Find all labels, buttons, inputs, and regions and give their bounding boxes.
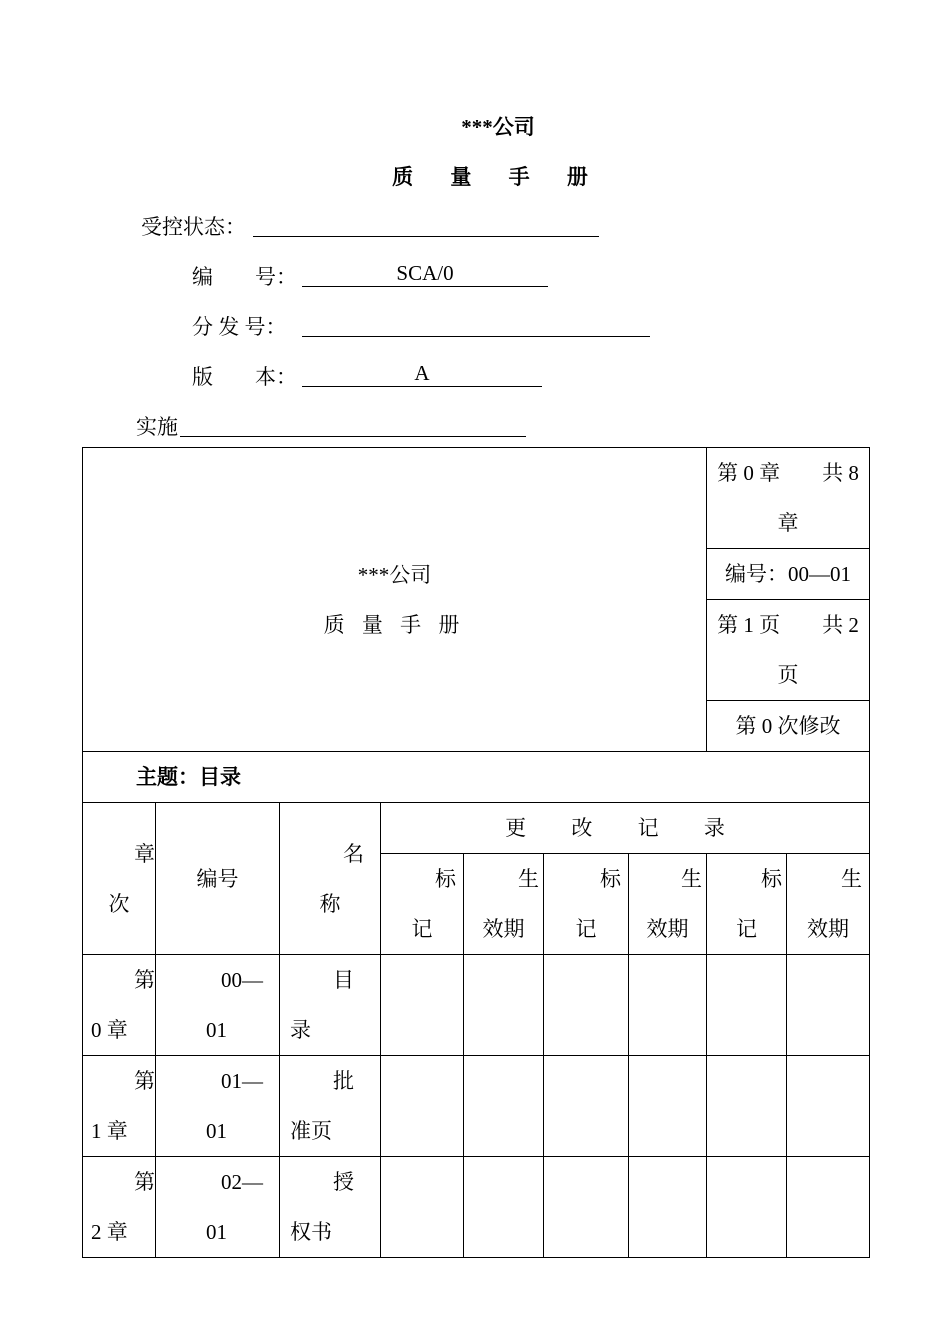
row-cell bbox=[464, 955, 544, 1056]
row-cell bbox=[381, 1056, 464, 1157]
distribution-label: 分 发 号： bbox=[192, 315, 287, 339]
quality-manual-form bbox=[82, 447, 870, 1258]
control-status-field bbox=[141, 211, 246, 241]
mark-header-1: 标 记 bbox=[381, 854, 464, 955]
manual-title: 质 量 手 册 bbox=[392, 165, 604, 189]
form-header-title-cell bbox=[83, 448, 707, 752]
row-cell bbox=[629, 1157, 707, 1258]
row-cell bbox=[544, 955, 629, 1056]
row-cell bbox=[787, 1056, 870, 1157]
page-count-line1: 第 1 页 共 2 bbox=[717, 613, 859, 637]
form-manual-title: 质 量 手 册 bbox=[323, 612, 466, 637]
chapter-count-line1: 第 0 章 共 8 bbox=[717, 461, 859, 485]
row-name: 授 权书 bbox=[280, 1157, 381, 1258]
control-status-label: 受控状态： bbox=[141, 215, 246, 239]
col-name-header: 名 称 bbox=[280, 803, 381, 955]
row-cell bbox=[707, 1157, 787, 1258]
implement-field bbox=[136, 411, 178, 441]
row-cell bbox=[464, 1157, 544, 1258]
row-chapter: 第 2 章 bbox=[83, 1157, 156, 1258]
distribution-field bbox=[192, 311, 287, 341]
code-field bbox=[192, 261, 454, 291]
row-number: 02— 01 bbox=[156, 1157, 280, 1258]
row-number: 00— 01 bbox=[156, 955, 280, 1056]
code-label: 编 号： bbox=[192, 265, 297, 289]
distribution-value bbox=[302, 311, 650, 337]
row-name: 批 准页 bbox=[280, 1056, 381, 1157]
version-value: A bbox=[302, 361, 542, 387]
code-value: SCA/0 bbox=[302, 261, 548, 287]
page-count-cell bbox=[707, 600, 870, 701]
row-cell bbox=[464, 1056, 544, 1157]
page-count-line2: 页 bbox=[777, 663, 799, 687]
date-header-1: 生 效期 bbox=[464, 854, 544, 955]
row-cell bbox=[629, 1056, 707, 1157]
row-cell bbox=[629, 955, 707, 1056]
row-cell bbox=[707, 955, 787, 1056]
implement-label: 实施 bbox=[136, 415, 178, 439]
row-cell bbox=[381, 955, 464, 1056]
change-record-header: 更 改 记 录 bbox=[381, 803, 870, 854]
date-header-2: 生 效期 bbox=[629, 854, 707, 955]
row-cell bbox=[787, 1157, 870, 1258]
row-chapter: 第 1 章 bbox=[83, 1056, 156, 1157]
implement-value bbox=[180, 411, 526, 437]
version-label: 版 本： bbox=[192, 365, 297, 389]
row-cell bbox=[544, 1056, 629, 1157]
row-cell bbox=[381, 1157, 464, 1258]
row-cell bbox=[544, 1157, 629, 1258]
row-cell bbox=[787, 955, 870, 1056]
control-status-value bbox=[253, 211, 599, 237]
row-chapter: 第 0 章 bbox=[83, 955, 156, 1056]
chapter-count-cell bbox=[707, 448, 870, 549]
form-number: 编号：00—01 bbox=[707, 549, 870, 600]
row-number: 01— 01 bbox=[156, 1056, 280, 1157]
revision-cell: 第 0 次修改 bbox=[707, 701, 870, 752]
table-row bbox=[83, 955, 870, 1056]
date-header-3: 生 效期 bbox=[787, 854, 870, 955]
col-chapter-header: 章 次 bbox=[83, 803, 156, 955]
form-company: ***公司 bbox=[357, 562, 432, 587]
table-row bbox=[83, 1157, 870, 1258]
chapter-count-line2: 章 bbox=[777, 511, 799, 535]
company-title: ***公司 bbox=[461, 115, 535, 139]
version-field bbox=[192, 361, 430, 391]
row-cell bbox=[707, 1056, 787, 1157]
row-name: 目 录 bbox=[280, 955, 381, 1056]
subject: 主题：目录 bbox=[83, 752, 870, 803]
col-number-header: 编号 bbox=[156, 803, 280, 955]
mark-header-2: 标 记 bbox=[544, 854, 629, 955]
mark-header-3: 标 记 bbox=[707, 854, 787, 955]
table-row bbox=[83, 1056, 870, 1157]
